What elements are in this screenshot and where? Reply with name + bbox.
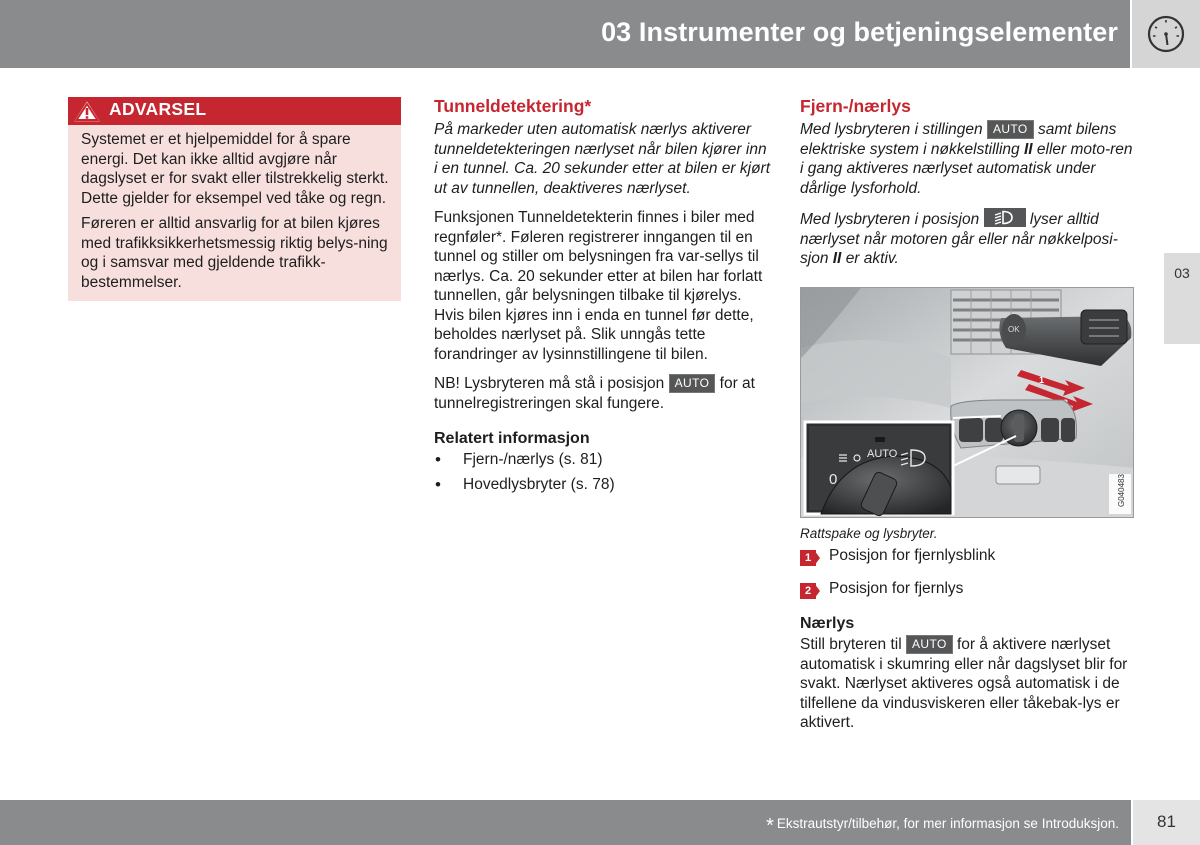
tunnel-note: [434, 374, 774, 413]
fjern-text: Med lysbryteren i posisjon: [800, 211, 980, 228]
warning-header: [68, 97, 401, 125]
related-link-fjern[interactable]: • Fjern-/nærlys (s. 81): [434, 450, 774, 470]
tunnel-note-text: NB! Lysbryteren må stå i posisjon: [434, 375, 665, 392]
figure-code: G040483: [1117, 473, 1126, 507]
header-icon-box: [1132, 0, 1200, 68]
footnote-text: Ekstrautstyr/tilbehør, for mer informasjon se Introduksjon.: [776, 816, 1119, 831]
gauge-icon: [1146, 14, 1186, 54]
warning-paragraph: Systemet er et hjelpemiddel for å spare energi. Det kan ikke alltid avgjøre når dagslyset er for svakt eller tilstrekkelig sterkt. Dette gjelder for eksempel ved tåke og regn.: [81, 131, 389, 207]
column-right: [800, 95, 1134, 743]
figure-caption: Rattspake og lysbryter.: [800, 525, 938, 541]
related-link-hovedlys[interactable]: • Hovedlysbryter (s. 78): [434, 475, 774, 495]
column-middle: [434, 95, 774, 499]
light-switch-panel: [951, 400, 1077, 448]
position-label: Posisjon for fjernlys: [829, 580, 964, 597]
naerlys-text: for å aktivere nærlyset automatisk i skumring eller når dagslyset blir for svakt. Nærlyset aktiveres også automatisk i de tilfellene da vindusviskeren eller tåkebak-lys er aktivert.: [800, 636, 1128, 731]
related-heading: Relatert informasjon: [434, 430, 590, 447]
warning-body: [68, 125, 401, 301]
position-label: Posisjon for fjernlysblink: [829, 547, 996, 564]
fjern-paragraph-2: [800, 208, 1134, 269]
lever-switch-illustration: [800, 287, 1134, 518]
naerlys-paragraph: [800, 635, 1134, 733]
section-heading-naerlys: Nærlys: [800, 615, 855, 632]
warning-triangle-icon: [70, 98, 104, 124]
lever-ok-label: OK: [1008, 324, 1020, 334]
arrow-1-label: 1: [1039, 374, 1045, 385]
section-heading-tunnel: Tunneldetektering*: [434, 96, 592, 116]
page-number: 81: [1133, 800, 1200, 845]
dial-auto-label: AUTO: [867, 447, 898, 460]
position-number-badge: 1: [800, 550, 820, 566]
fjern-text: eller moto-ren i gang aktiveres nærlyset automatisk under dårlige lysforhold.: [800, 140, 1133, 197]
fjern-text: samt bilens elektriske system i nøkkelstilling: [800, 121, 1117, 158]
tunnel-body: Funksjonen Tunneldetekterin finnes i biler med regnføler*. Føleren registrerer inngangen til en tunnel og stiller om belysningen fra var-sellys til nærlys. Ca. 20 sekunder etter at bilen har forlatt tunnellen, går belysningen tilbake til kjørelys. Hvis bilen kjøres inn i enda en tunnel før dette, beholdes nærlyset på. Slik unngås tette forandringer av lysinnstillingene til bilen.: [434, 209, 763, 363]
section-heading-fjern: Fjern-/nærlys: [800, 96, 911, 116]
warning-paragraph: Føreren er alltid ansvarlig for at bilen kjøres med trafikksikkerhetsmessig riktig belys-ning og i samsvar med gjeldende trafikk-bestemmelser.: [81, 215, 388, 291]
low-beam-icon: [994, 210, 1016, 225]
auto-symbol: AUTO: [906, 635, 953, 654]
position-item: [800, 546, 1134, 566]
related-list: [434, 450, 774, 494]
warning-title: ADVARSEL: [109, 99, 207, 119]
footnote-star: *: [766, 815, 774, 837]
footnote: [766, 815, 1119, 838]
tunnel-intro: På markeder uten automatisk nærlys aktiverer tunneldetekteringen nærlyset når bilen kjører inn i en tunnel. Ca. 20 sekunder etter at bilen er kjørt ut av tunnellen, deaktiveres nærlyset.: [434, 121, 771, 197]
page-title: 03 Instrumenter og betjeningselementer: [601, 17, 1118, 47]
page-header: [0, 0, 1130, 68]
key-position: II: [1023, 140, 1033, 158]
fjern-text: lyser alltid nærlyset når motoren går eller når nøkkelposi-sjon: [800, 211, 1118, 267]
chapter-tab[interactable]: [1164, 253, 1200, 344]
warning-box: [68, 97, 401, 301]
tunnel-note-text: for at tunnelregistreringen skal fungere.: [434, 375, 755, 412]
fjern-text: Med lysbryteren i stillingen: [800, 121, 983, 138]
position-item: [800, 579, 1134, 599]
page-footer: [0, 800, 1131, 845]
auto-symbol: AUTO: [987, 120, 1034, 139]
naerlys-text: Still bryteren til: [800, 636, 902, 653]
auto-symbol: AUTO: [669, 374, 716, 393]
chapter-tab-label: 03: [1174, 265, 1190, 281]
column-left: [68, 97, 401, 301]
low-beam-symbol: [984, 208, 1026, 227]
dashboard-drawing: [801, 288, 1134, 518]
dial-zero-label: 0: [829, 470, 838, 488]
key-position: II: [832, 250, 842, 267]
fjern-text: er aktiv.: [845, 250, 899, 267]
fjern-paragraph-1: [800, 120, 1134, 198]
position-number-badge: 2: [800, 583, 820, 599]
